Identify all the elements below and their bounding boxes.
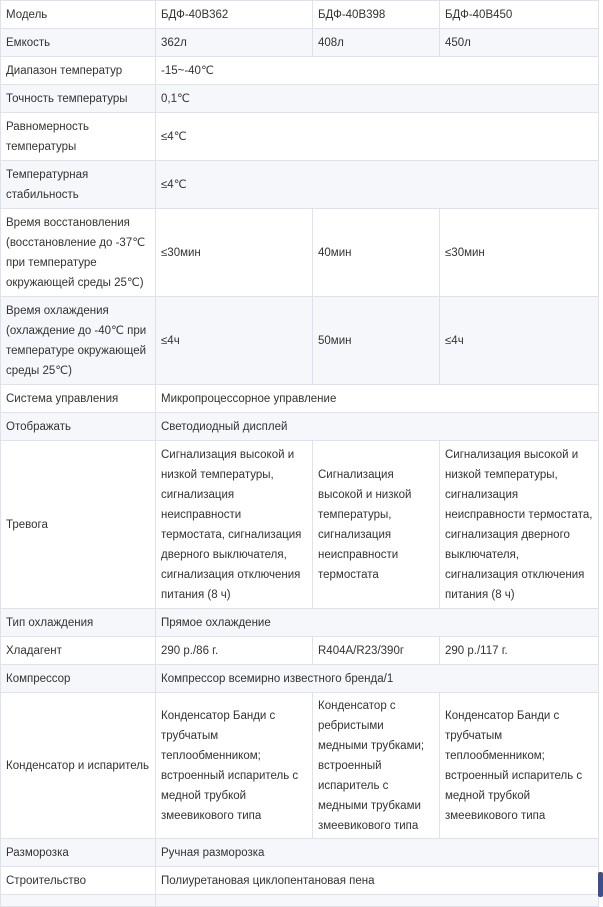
cell-value: 0,1℃ bbox=[156, 85, 599, 113]
row-label: Разморозка bbox=[1, 839, 156, 867]
table-row bbox=[1, 441, 599, 609]
table-row bbox=[1, 385, 599, 413]
cell-value: ≤4℃ bbox=[156, 161, 599, 209]
table-row bbox=[1, 839, 599, 867]
row-label: Точность температуры bbox=[1, 85, 156, 113]
table-row bbox=[1, 209, 599, 297]
table-row bbox=[1, 693, 599, 839]
cell-value: ≤30мин bbox=[440, 209, 599, 297]
row-label-empty bbox=[1, 895, 156, 907]
cell-value: Ручная разморозка bbox=[156, 839, 599, 867]
row-label: Температурная стабильность bbox=[1, 161, 156, 209]
table-row bbox=[1, 637, 599, 665]
cell-value: Конденсатор Банди с трубчатым теплообменником; встроенный испаритель с медной трубкой змеевикового типа bbox=[156, 693, 313, 839]
cell-value: БДФ-40В362 bbox=[156, 1, 313, 29]
row-label: Емкость bbox=[1, 29, 156, 57]
cell-value: ≤4ч bbox=[156, 297, 313, 385]
cell-value: 450л bbox=[440, 29, 599, 57]
cell-value: 408л bbox=[313, 29, 440, 57]
cell-value: R404A/R23/390г bbox=[313, 637, 440, 665]
cell-value: 40мин bbox=[313, 209, 440, 297]
row-label: Отображать bbox=[1, 413, 156, 441]
cell-value: Светодиодный дисплей bbox=[156, 413, 599, 441]
table-row bbox=[1, 665, 599, 693]
row-label: Время восстановления (восстановление до -37℃ при температуре окружающей среды 25℃) bbox=[1, 209, 156, 297]
cell-value: Микропроцессорное управление bbox=[156, 385, 599, 413]
cell-value: БДФ-40В450 bbox=[440, 1, 599, 29]
cell-value: 290 р./86 г. bbox=[156, 637, 313, 665]
row-label: Модель bbox=[1, 1, 156, 29]
table-row bbox=[1, 867, 599, 895]
cell-value: 290 р./117 г. bbox=[440, 637, 599, 665]
cell-value: ≤4ч bbox=[440, 297, 599, 385]
cell-value: Сигнализация высокой и низкой температуры, сигнализация неисправности термостата, сигнализация дверного выключателя, сигнализация отключения питания (8 ч) bbox=[440, 441, 599, 609]
table-row bbox=[1, 297, 599, 385]
row-label: Система управления bbox=[1, 385, 156, 413]
cell-value: Конденсатор Банди с трубчатым теплообменником; встроенный испаритель с медной трубкой змеевикового типа bbox=[440, 693, 599, 839]
cell-value: -15~-40℃ bbox=[156, 57, 599, 85]
row-label: Тип охлаждения bbox=[1, 609, 156, 637]
cell-value: ≤4℃ bbox=[156, 113, 599, 161]
row-label: Строительство bbox=[1, 867, 156, 895]
row-label: Конденсатор и испаритель bbox=[1, 693, 156, 839]
table-row bbox=[1, 113, 599, 161]
cell-value: БДФ-40В398 bbox=[313, 1, 440, 29]
cell-value: Компрессор всемирно известного бренда/1 bbox=[156, 665, 599, 693]
table-row-partial bbox=[1, 895, 599, 907]
row-label: Хладагент bbox=[1, 637, 156, 665]
table-row bbox=[1, 85, 599, 113]
cell-value: Конденсатор с ребристыми медными трубками; встроенный испаритель с медными трубками змеевикового типа bbox=[313, 693, 440, 839]
row-label: Тревога bbox=[1, 441, 156, 609]
cell-value-empty bbox=[156, 895, 599, 907]
cell-value: 362л bbox=[156, 29, 313, 57]
row-label: Равномерность температуры bbox=[1, 113, 156, 161]
table-row bbox=[1, 57, 599, 85]
scrollbar-thumb[interactable] bbox=[598, 872, 603, 897]
cell-value: Сигнализация высокой и низкой температуры, сигнализация неисправности термостата, сигнализация дверного выключателя, сигнализация отключения питания (8 ч) bbox=[156, 441, 313, 609]
table-row bbox=[1, 161, 599, 209]
row-label: Диапазон температур bbox=[1, 57, 156, 85]
row-label: Компрессор bbox=[1, 665, 156, 693]
cell-value: ≤30мин bbox=[156, 209, 313, 297]
table-row bbox=[1, 413, 599, 441]
row-label: Время охлаждения (охлаждение до -40℃ при температуре окружающей среды 25℃) bbox=[1, 297, 156, 385]
table-row bbox=[1, 29, 599, 57]
cell-value: Прямое охлаждение bbox=[156, 609, 599, 637]
cell-value: 50мин bbox=[313, 297, 440, 385]
cell-value: Сигнализация высокой и низкой температуры, сигнализация неисправности термостата bbox=[313, 441, 440, 609]
cell-value: Полиуретановая циклопентановая пена bbox=[156, 867, 599, 895]
table-row bbox=[1, 1, 599, 29]
table-row bbox=[1, 609, 599, 637]
